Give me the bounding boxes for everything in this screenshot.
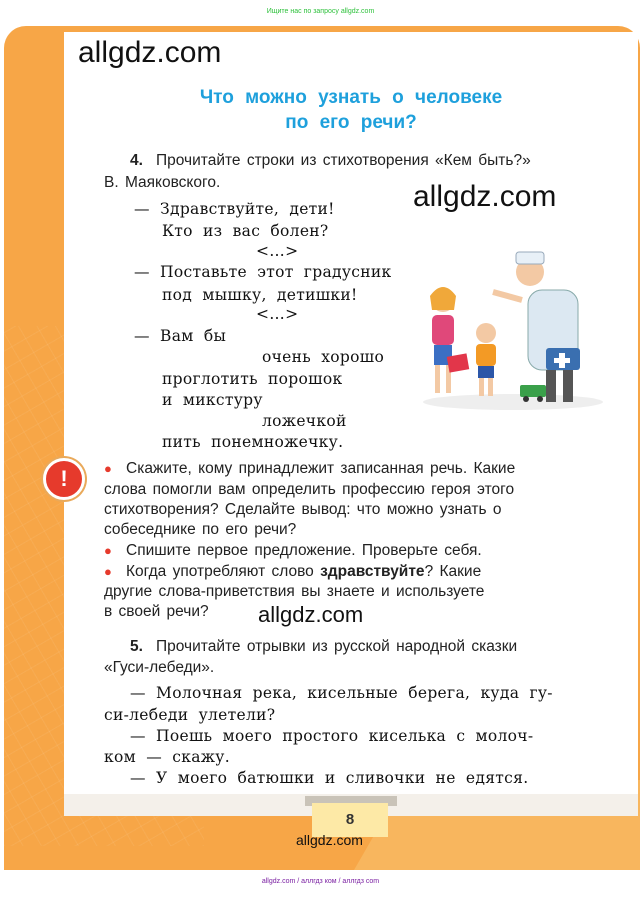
question-line: другие слова-приветствия вы знаете и используете <box>104 583 485 600</box>
tale-line: — У моего батюшки и сливочки не едятся. <box>130 769 529 787</box>
page-title: по его речи? <box>285 112 417 133</box>
watermark: allgdz.com <box>413 180 557 213</box>
tale-line: — Поешь моего простого киселька с молоч- <box>130 727 534 745</box>
footer-note: allgdz.com / аллгдз ком / аллгдз com <box>261 878 380 885</box>
poem-line: Кто из вас болен? <box>162 222 329 240</box>
watermark: allgdz.com <box>78 36 222 69</box>
top-note: Ищите нас по запросу allgdz.com <box>266 8 375 15</box>
poem-line: под мышку, детишки! <box>162 286 358 304</box>
exercise-number: 5. <box>130 638 143 655</box>
poem-line: пить понемножечку. <box>162 433 344 451</box>
watermark: allgdz.com <box>258 602 364 627</box>
tale-line: си-лебеди улетели? <box>104 706 276 724</box>
poem-line: ложечкой <box>262 412 347 430</box>
attention-icon: ! <box>43 458 85 500</box>
poem-line: очень хорошо <box>262 348 385 366</box>
poem-line: и микстуру <box>162 391 263 409</box>
page-number: 8 <box>345 811 355 828</box>
question-line: ● Скажите, кому принадлежит записанная речь. Какие <box>104 460 516 477</box>
poem-line: <…> <box>256 242 299 260</box>
page-title: Что можно узнать о человеке <box>199 87 503 108</box>
poem-line: — Поставьте этот градусник <box>134 263 392 281</box>
tale-line: — Молочная река, кисельные берега, куда гу- <box>130 684 553 702</box>
question-line: ● Спишите первое предложение. Проверьте себя. <box>104 542 482 559</box>
bold-word: здравствуйте <box>320 563 425 580</box>
bullet-icon: ● <box>104 543 112 558</box>
question-line: собеседнике по его речи? <box>104 521 297 538</box>
tale-line: ком — скажу. <box>104 748 230 766</box>
question-line: стихотворения? Сделайте вывод: что можно узнать о <box>104 501 502 518</box>
bullet-icon: ● <box>104 461 112 476</box>
exercise-number: 4. <box>130 152 143 169</box>
exercise-4-task-line2: В. Маяковского. <box>104 174 221 191</box>
doctor-children-illustration <box>418 250 608 415</box>
exercise-5-task: 5. Прочитайте отрывки из русской народной сказки <box>130 638 518 655</box>
poem-line: — Вам бы <box>134 327 227 345</box>
poem-line: <…> <box>256 305 299 323</box>
question-line: ● Когда употребляют слово здравствуйте? Какие <box>104 563 482 580</box>
watermark: allgdz.com <box>296 832 363 848</box>
bullet-icon: ● <box>104 564 112 579</box>
question-line: в своей речи? <box>104 603 209 620</box>
exercise-4-task: 4. Прочитайте строки из стихотворения «Кем быть?» <box>130 152 531 169</box>
poem-line: проглотить порошок <box>162 370 343 388</box>
question-line: слова помогли вам определить профессию героя этого <box>104 481 515 498</box>
exercise-5-task-line2: «Гуси-лебеди». <box>104 659 215 676</box>
poem-line: — Здравствуйте, дети! <box>134 200 335 218</box>
